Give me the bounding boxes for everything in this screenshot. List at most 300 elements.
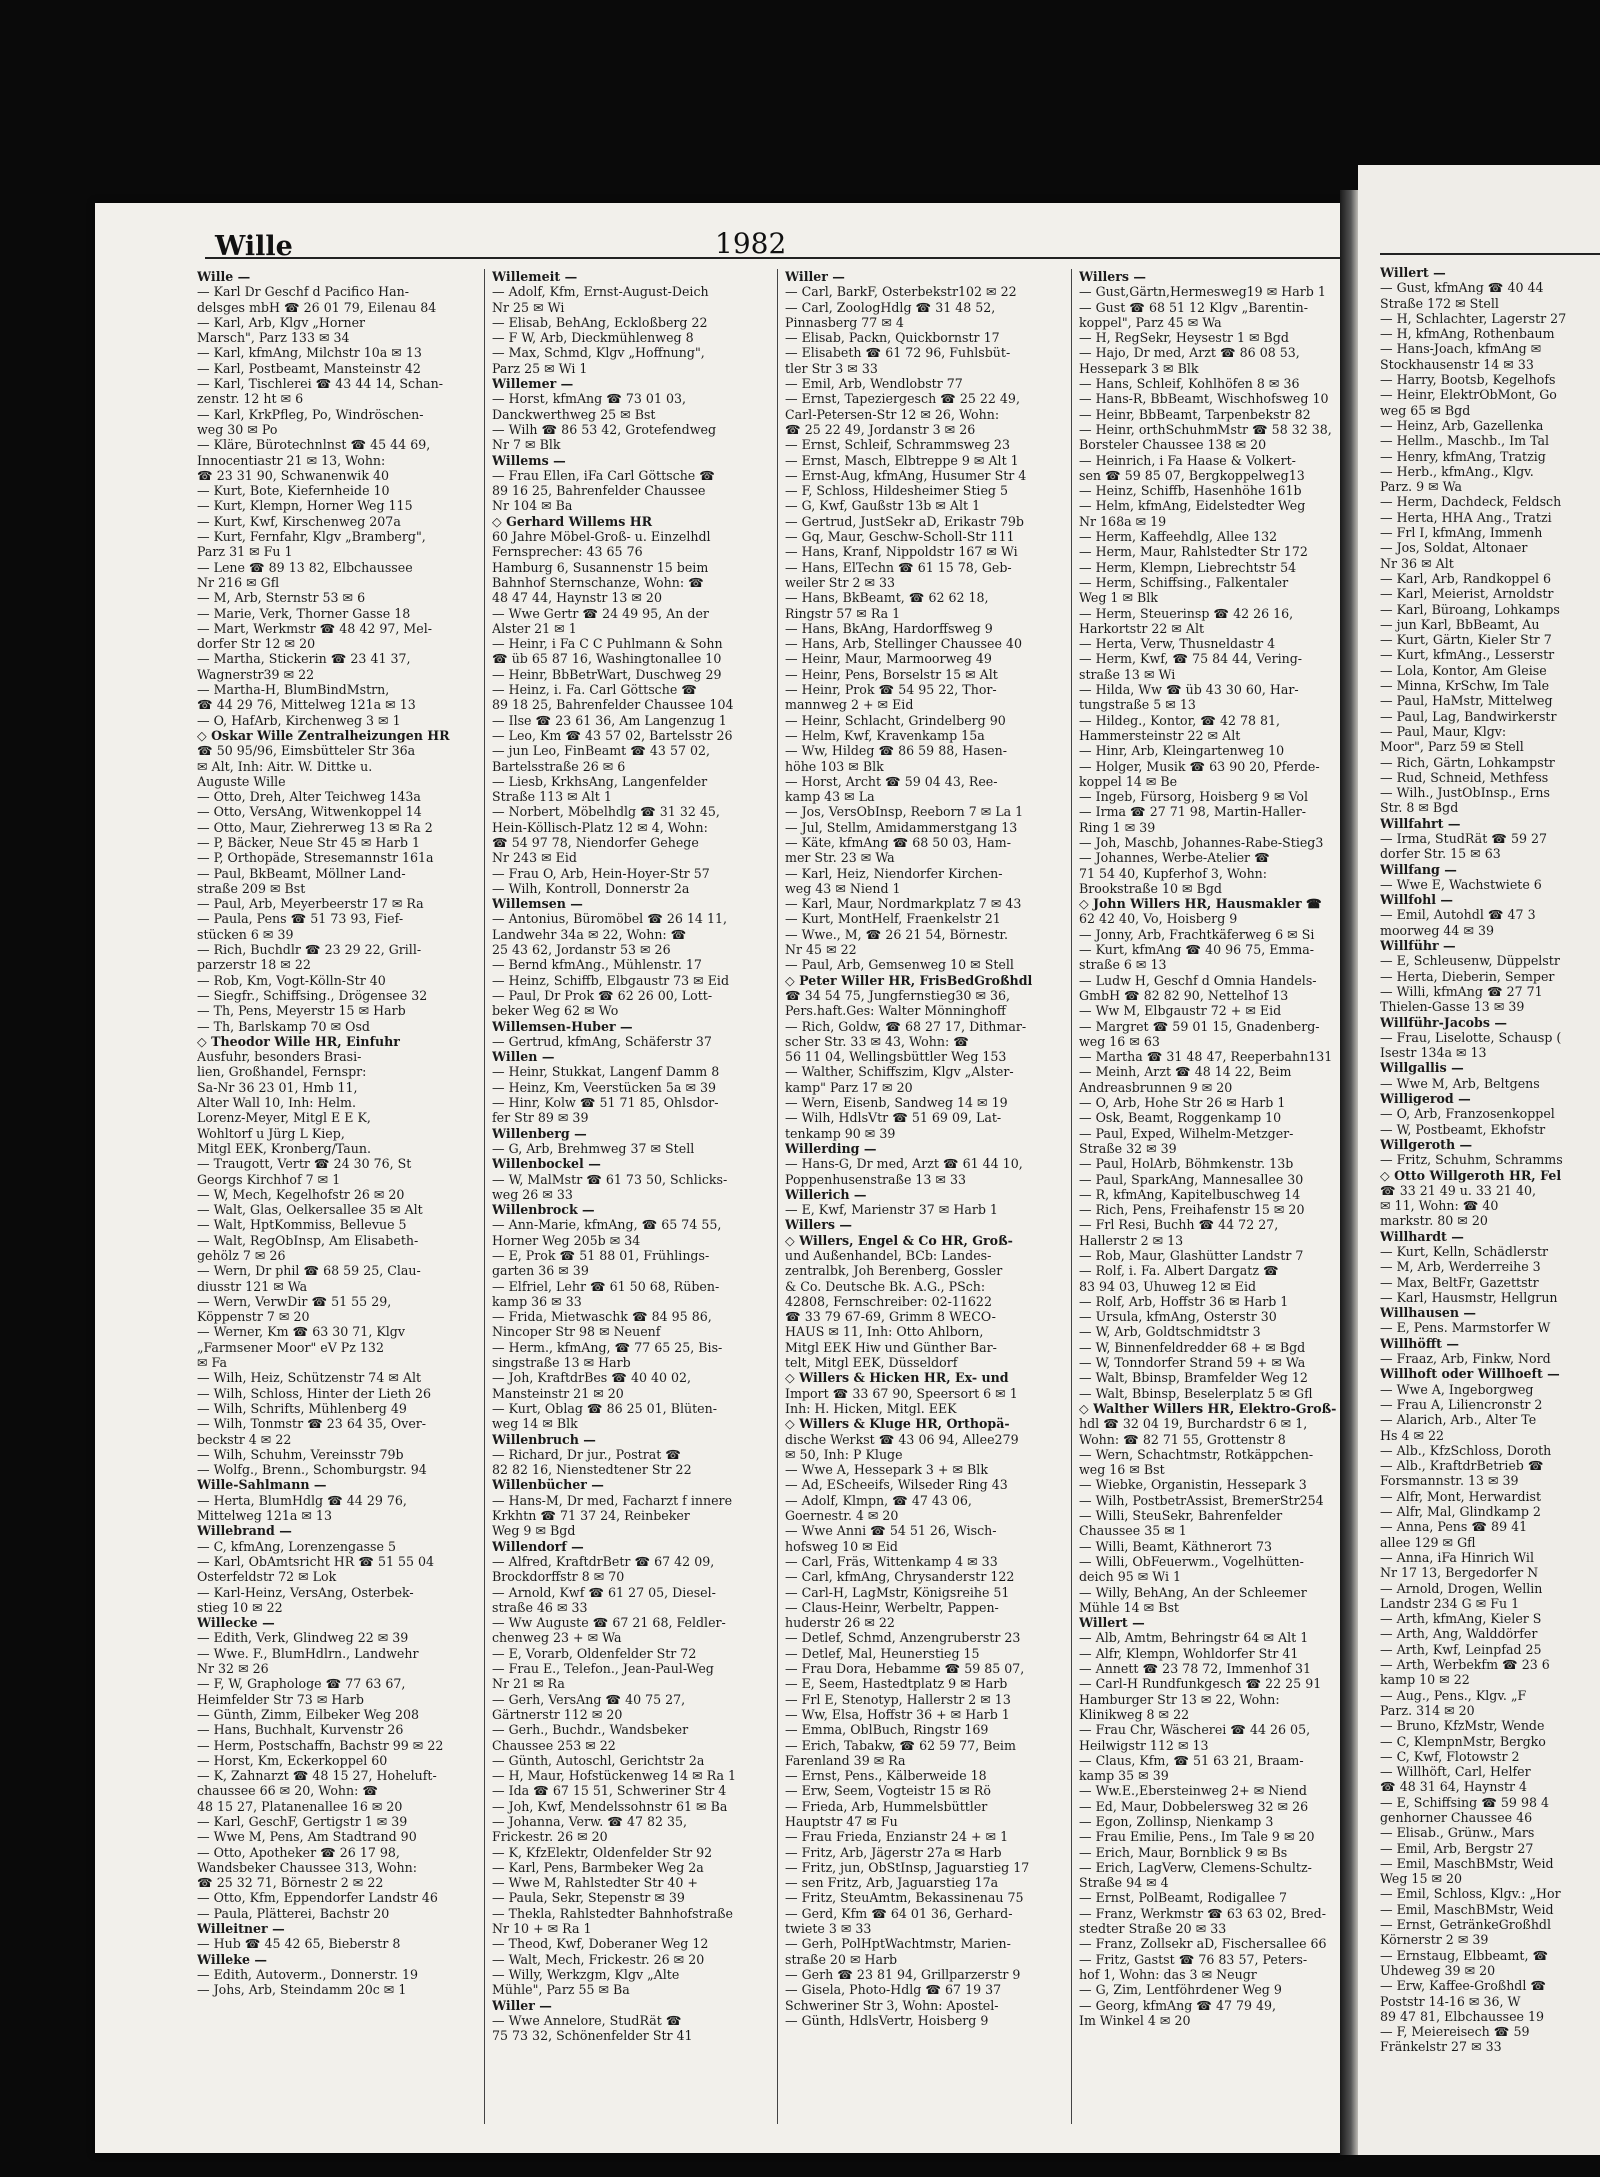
directory-entry-line: — Osk, Beamt, Roggenkamp 10: [1079, 1110, 1282, 1126]
directory-entry-line: — Arth, Ang, Walddörfer: [1380, 1626, 1538, 1642]
directory-entry-line: — Hellm., Maschb., Im Tal: [1380, 433, 1550, 449]
directory-entry-line: — Rob, Maur, Glashütter Landstr 7: [1079, 1248, 1304, 1263]
directory-entry-line: — jun Leo, FinBeamt ☎ 43 57 02,: [492, 743, 711, 759]
directory-entry-line: stieg 10 ✉ 22: [197, 1599, 283, 1615]
directory-entry-line: ☎ 44 29 76, Mittelweg 121a ✉ 13: [197, 697, 416, 713]
directory-entry-line: — Heinr, Prok ☎ 54 95 22, Thor-: [785, 682, 997, 698]
directory-entry-line: Pinnasberg 77 ✉ 4: [785, 314, 904, 330]
directory-entry-line: — Paul, SparkAng, Mannesallee 30: [1079, 1171, 1304, 1187]
directory-entry-line: — Mart, Werkmstr ☎ 48 42 97, Mel-: [197, 620, 433, 636]
directory-entry-line: — Heinz, Schiffb, Hasenhöhe 161b: [1079, 483, 1302, 499]
directory-entry-line: Willeke —: [197, 1951, 268, 1967]
directory-entry-line: straße 46 ✉ 33: [492, 1599, 588, 1615]
directory-entry-line: — Ad, EScheeifs, Wilseder Ring 43: [785, 1477, 1008, 1493]
directory-entry-line: GmbH ☎ 82 82 90, Nettelhof 13: [1079, 987, 1289, 1003]
directory-entry-line: — Wilh, Schloss, Hinter der Lieth 26: [197, 1385, 432, 1401]
directory-entry-line: — Hilda, Ww ☎ üb 43 30 60, Har-: [1079, 682, 1299, 698]
directory-entry-line: — Emma, OblBuch, Ringstr 169: [785, 1722, 989, 1738]
directory-entry-line: tenkamp 90 ✉ 39: [785, 1125, 896, 1141]
directory-entry-line: — Heinr, Stukkat, Langenf Damm 8: [492, 1064, 720, 1080]
directory-entry-line: — Gust, kfmAng ☎ 40 44: [1380, 280, 1544, 296]
directory-entry-line: höhe 103 ✉ Blk: [785, 758, 884, 774]
directory-entry-line: hofsweg 10 ✉ Eid: [785, 1538, 898, 1554]
directory-entry-line: — Wilh, Heiz, Schützenstr 74 ✉ Alt: [197, 1370, 422, 1386]
directory-entry-line: — Rob, Km, Vogt-Kölln-Str 40: [197, 972, 386, 988]
directory-entry-line: Willfang —: [1380, 861, 1457, 877]
directory-entry-line: — Walt, Bbinsp, Beselerplatz 5 ✉ Gfl: [1079, 1385, 1313, 1401]
directory-entry-line: Willendorf —: [492, 1538, 584, 1554]
directory-entry-line: — Franz, Zollsekr aD, Fischersallee 66: [1079, 1936, 1327, 1952]
directory-entry-line: ◇ Theodor Wille HR, Einfuhr: [197, 1033, 400, 1049]
directory-entry-line: Nr 17 13, Bergedorfer N: [1380, 1565, 1539, 1581]
directory-entry-line: — Wiebke, Organistin, Hessepark 3: [1079, 1477, 1307, 1493]
directory-entry-line: weg 30 ✉ Po: [197, 421, 278, 437]
directory-entry-line: — Edith, Autoverm., Donnerstr. 19: [197, 1966, 419, 1982]
directory-entry-line: lien, Großhandel, Fernspr:: [197, 1064, 367, 1080]
directory-entry-line: — Paula, Pens ☎ 51 73 93, Fief-: [197, 911, 404, 927]
directory-entry-line: — Bernd kfmAng., Mühlenstr. 17: [492, 957, 702, 973]
directory-entry-line: — Herta, HHA Ang., Tratzi: [1380, 509, 1552, 525]
directory-entry-line: Poststr 14-16 ✉ 36, W: [1380, 1993, 1521, 2009]
directory-entry-line: delsges mbH ☎ 26 01 79, Eilenau 84: [197, 299, 437, 315]
directory-entry-line: stedter Straße 20 ✉ 33: [1079, 1921, 1227, 1937]
directory-entry-line: — Ww.E.,Ebersteinweg 2+ ✉ Niend: [1079, 1783, 1307, 1799]
directory-entry-line: — W, Tonndorfer Strand 59 + ✉ Wa: [1079, 1355, 1306, 1371]
directory-entry-line: — Franz, Werkmstr ☎ 63 63 02, Bred-: [1079, 1905, 1326, 1921]
directory-entry-line: Uhdeweg 39 ✉ 20: [1380, 1962, 1496, 1978]
directory-entry-line: — Hub ☎ 45 42 65, Bieberstr 8: [197, 1936, 401, 1952]
directory-entry-line: fer Str 89 ✉ 39: [492, 1110, 589, 1126]
directory-entry-line: — Ida ☎ 67 15 51, Schweriner Str 4: [492, 1783, 727, 1799]
directory-entry-line: Nincoper Str 98 ✉ Neuenf: [492, 1324, 661, 1340]
directory-entry-line: Nr 36 ✉ Alt: [1380, 555, 1454, 571]
directory-entry-line: Willemsen-Huber —: [492, 1018, 633, 1034]
directory-entry-line: — Frau A, Liliencronstr 2: [1380, 1396, 1543, 1412]
directory-entry-line: 42808, Fernschreiber: 02-11622: [785, 1293, 992, 1309]
directory-entry-line: — K, KfzElektr, Oldenfelder Str 92: [492, 1844, 713, 1860]
directory-entry-line: Nr 168a ✉ 19: [1079, 513, 1167, 529]
directory-entry-line: — Günth, Autoschl, Gerichtstr 2a: [492, 1752, 705, 1768]
directory-entry-line: und Außenhandel, BCb: Landes-: [785, 1248, 992, 1263]
directory-entry-line: — Wern, VerwDir ☎ 51 55 29,: [197, 1293, 392, 1309]
directory-entry-line: — Wwe A, Hessepark 3 + ✉ Blk: [785, 1462, 988, 1478]
next-page-column: [1380, 265, 1600, 2055]
directory-entry-line: — Harry, Bootsb, Kegelhofs: [1380, 372, 1556, 388]
directory-entry-line: Georgs Kirchhof 7 ✉ 1: [197, 1171, 341, 1187]
directory-entry-line: — Karl, Arb, Randkoppel 6: [1380, 570, 1552, 586]
directory-entry-line: — Fritz, jun, ObStInsp, Jaguarstieg 17: [785, 1859, 1030, 1875]
directory-entry-line: — Emil, Arb, Wendlobstr 77: [785, 376, 963, 392]
directory-entry-line: singstraße 13 ✉ Harb: [492, 1355, 631, 1371]
directory-entry-line: 75 73 32, Schönenfelder Str 41: [492, 2028, 693, 2044]
directory-entry-line: — Rich, Goldw, ☎ 68 27 17, Dithmar-: [785, 1018, 1027, 1034]
directory-entry-line: — Kurt, Fernfahr, Klgv „Bramberg",: [197, 529, 426, 545]
directory-entry-line: — O, HafArb, Kirchenweg 3 ✉ 1: [197, 712, 401, 728]
directory-entry-line: — Alb, Amtm, Behringstr 64 ✉ Alt 1: [1079, 1630, 1309, 1646]
directory-entry-line: Willführ-Jacobs —: [1380, 1014, 1507, 1030]
directory-entry-line: diusstr 121 ✉ Wa: [197, 1278, 308, 1294]
directory-entry-line: — Thekla, Rahlstedter Bahnhofstraße: [492, 1905, 733, 1921]
directory-entry-line: 48 47 44, Haynstr 13 ✉ 20: [492, 590, 662, 606]
directory-entry-line: Moor", Parz 59 ✉ Stell: [1380, 739, 1524, 755]
directory-entry-line: — Heinr, BbBeamt, Tarpenbekstr 82: [1079, 406, 1311, 422]
directory-entry-line: Farenland 39 ✉ Ra: [785, 1752, 906, 1768]
directory-entry-line: — Wwe M, Arb, Beltgens: [1380, 1075, 1540, 1091]
directory-entry-line: — Erich, LagVerw, Clemens-Schultz-: [1079, 1859, 1312, 1875]
directory-entry-line: — Alfr, Mal, Glindkamp 2: [1380, 1504, 1541, 1520]
directory-entry-line: 25 43 62, Jordanstr 53 ✉ 26: [492, 942, 671, 958]
directory-entry-line: ◇ Willers & Kluge HR, Orthopä-: [785, 1416, 1010, 1432]
directory-entry-line: Isestr 134a ✉ 13: [1380, 1045, 1487, 1061]
directory-entry-line: — Paul, HolArb, Böhmkenstr. 13b: [1079, 1156, 1294, 1172]
directory-entry-line: ✉ Fa: [197, 1355, 227, 1371]
directory-entry-line: — Emil, Autohdl ☎ 47 3: [1380, 907, 1536, 923]
directory-entry-line: — Erich, Maur, Bornblick 9 ✉ Bs: [1079, 1844, 1288, 1860]
directory-entry-line: Wandsbeker Chaussee 313, Wohn:: [197, 1859, 417, 1875]
directory-entry-line: — Wwe E, Wachstwiete 6: [1380, 876, 1542, 892]
directory-entry-line: Bahnhof Sternschanze, Wohn: ☎: [492, 574, 704, 590]
directory-entry-line: — Gertrud, JustSekr aD, Erikastr 79b: [785, 513, 1024, 529]
directory-entry-line: — Hans-Joach, kfmAng ✉: [1380, 341, 1542, 357]
directory-entry-line: — Horst, kfmAng ☎ 73 01 03,: [492, 391, 686, 407]
directory-entry-line: — Kurt, kfmAng ☎ 40 96 75, Emma-: [1079, 942, 1315, 958]
directory-entry-line: — Frau Dora, Hebamme ☎ 59 85 07,: [785, 1661, 1025, 1677]
directory-entry-line: — Walt, Mech, Frickestr. 26 ✉ 20: [492, 1951, 705, 1967]
directory-entry-line: Landstr 234 G ✉ Fu 1: [1380, 1595, 1520, 1611]
directory-entry-line: Chaussee 253 ✉ 22: [492, 1737, 616, 1753]
directory-entry-line: — Ernst, Schleif, Schrammsweg 23: [785, 437, 1010, 453]
directory-entry-line: — Frau Ellen, iFa Carl Göttsche ☎: [492, 467, 715, 483]
directory-entry-line: — Herta, Dieberin, Semper: [1380, 968, 1555, 984]
directory-entry-line: Schweriner Str 3, Wohn: Apostel-: [785, 1997, 999, 2013]
directory-entry-line: — Hans, Kranf, Nippoldstr 167 ✉ Wi: [785, 544, 1018, 560]
directory-entry-line: — Rich, Pens, Freihafenstr 15 ✉ 20: [1079, 1202, 1305, 1218]
directory-entry-line: parzerstr 18 ✉ 22: [197, 957, 311, 973]
directory-entry-line: — Detlef, Mal, Heunerstieg 15: [785, 1645, 980, 1661]
directory-entry-line: Str. 8 ✉ Bgd: [1380, 800, 1459, 816]
directory-entry-line: — Helm, Kwf, Kravenkamp 15a: [785, 727, 985, 743]
directory-entry-line: — Hans-M, Dr med, Facharzt f innere: [492, 1492, 733, 1508]
directory-entry-line: — Wern, Dr phil ☎ 68 59 25, Clau-: [197, 1263, 421, 1279]
directory-entry-line: — Kurt, Kwf, Kirschenweg 207a: [197, 513, 401, 529]
directory-entry-line: Auguste Wille: [197, 773, 286, 789]
directory-entry-line: — Elisabeth ☎ 61 72 96, Fuhlsbüt-: [785, 345, 1011, 361]
directory-entry-line: — Alarich, Arb., Alter Te: [1380, 1412, 1537, 1428]
directory-entry-line: scher Str. 33 ✉ 43, Wohn: ☎: [785, 1033, 969, 1049]
directory-entry-line: — Ann-Marie, kfmAng, ☎ 65 74 55,: [492, 1217, 722, 1233]
directory-entry-line: Wille-Sahlmann —: [197, 1477, 327, 1493]
directory-entry-line: hof 1, Wohn: das 3 ✉ Neugr: [1079, 1966, 1257, 1982]
directory-entry-line: — Paula, Plätterei, Bachstr 20: [197, 1905, 390, 1921]
directory-entry-line: Wohltorf u Jürg L Kiep,: [197, 1125, 345, 1141]
directory-entry-line: Bartelsstraße 26 ✉ 6: [492, 758, 626, 774]
directory-entry-line: Ringstr 57 ✉ Ra 1: [785, 605, 901, 621]
directory-entry-line: Willhardt —: [1380, 1228, 1464, 1244]
directory-entry-line: — Werner, Km ☎ 63 30 71, Klgv: [197, 1324, 405, 1340]
directory-entry-line: Pers.haft.Ges: Walter Mönninghoff: [785, 1003, 1006, 1019]
directory-entry-line: chaussee 66 ✉ 20, Wohn: ☎: [197, 1783, 379, 1799]
directory-entry-line: — Willhöft, Carl, Helfer: [1380, 1764, 1531, 1780]
directory-entry-line: — Otto, Kfm, Eppendorfer Landstr 46: [197, 1890, 438, 1906]
directory-entry-line: straße 20 ✉ Harb: [785, 1951, 898, 1967]
directory-entry-line: — Karl, KrkPfleg, Po, Windröschen-: [197, 406, 424, 422]
directory-entry-line: Mitgl EEK, Kronberg/Taun.: [197, 1140, 371, 1156]
directory-entry-line: — Carl, Fräs, Wittenkamp 4 ✉ 33: [785, 1553, 998, 1569]
directory-entry-line: 48 15 27, Platanenallee 16 ✉ 20: [197, 1798, 403, 1814]
directory-entry-line: — M, Arb, Sternstr 53 ✉ 6: [197, 590, 366, 606]
directory-entry-line: — Emil, Schloss, Klgv.: „Hor: [1380, 1886, 1561, 1902]
directory-entry-line: — Frieda, Arb, Hummelsbüttler: [785, 1798, 988, 1814]
directory-entry-line: — Wwe Annelore, StudRät ☎: [492, 2012, 682, 2028]
directory-entry-line: — Hildeg., Kontor, ☎ 42 78 81,: [1079, 712, 1281, 728]
directory-entry-line: — Hans, BkAng, Hardorffsweg 9: [785, 620, 993, 636]
directory-entry-line: Willecke —: [197, 1615, 275, 1631]
directory-entry-line: — Jos, VersObInsp, Reeborn 7 ✉ La 1: [785, 804, 1024, 820]
directory-entry-line: — Heinr, ElektrObMont, Go: [1380, 387, 1557, 403]
directory-entry-line: Nr 10 + ✉ Ra 1: [492, 1921, 592, 1937]
directory-entry-line: — Alfred, KraftdrBetr ☎ 67 42 09,: [492, 1553, 715, 1569]
directory-entry-line: — Wilh, PostbetrAssist, BremerStr254: [1079, 1492, 1324, 1508]
directory-entry-line: — Herm, Dachdeck, Feldsch: [1380, 494, 1562, 510]
directory-entry-line: — Fritz, Schuhm, Schramms: [1380, 1152, 1563, 1168]
directory-entry-line: — Siegfr., Schiffsing., Drögensee 32: [197, 987, 428, 1003]
directory-entry-line: genhorner Chaussee 46: [1380, 1809, 1533, 1825]
directory-entry-line: — Carl-H, LagMstr, Königsreihe 51: [785, 1584, 1010, 1600]
directory-entry-line: — Frau Chr, Wäscherei ☎ 44 26 05,: [1079, 1722, 1311, 1738]
directory-entry-line: — Holger, Musik ☎ 63 90 20, Pferde-: [1079, 758, 1320, 774]
directory-entry-line: garten 36 ✉ 39: [492, 1263, 589, 1279]
directory-entry-line: — Paul, Exped, Wilhelm-Metzger-: [1079, 1125, 1294, 1141]
directory-entry-line: — Wolfg., Brenn., Schomburgstr. 94: [197, 1462, 427, 1478]
directory-entry-line: — Herm, Klempn, Liebrechtstr 54: [1079, 559, 1297, 575]
directory-entry-line: — Egon, Zollinsp, Nienkamp 3: [1079, 1813, 1274, 1829]
directory-entry-line: Nr 21 ✉ Ra: [492, 1676, 565, 1692]
directory-entry-line: Parz 25 ✉ Wi 1: [492, 360, 588, 376]
directory-entry-line: — Kurt, Klempn, Horner Weg 115: [197, 498, 413, 514]
directory-entry-line: — Herm, Kwf, ☎ 75 84 44, Vering-: [1079, 651, 1303, 667]
directory-entry-line: Mühle 14 ✉ Bst: [1079, 1599, 1179, 1615]
directory-entry-line: — O, Arb, Hohe Str 26 ✉ Harb 1: [1079, 1095, 1286, 1111]
directory-entry-line: — Norbert, Möbelhdlg ☎ 31 32 45,: [492, 804, 720, 820]
directory-entry-line: Innocentiastr 21 ✉ 13, Wohn:: [197, 452, 386, 468]
directory-entry-line: — Fritz, Arb, Jägerstr 27a ✉ Harb: [785, 1844, 1002, 1860]
directory-entry-line: — F, Meiereisech ☎ 59: [1380, 2024, 1530, 2040]
directory-entry-line: — Otto, Maur, Ziehrerweg 13 ✉ Ra 2: [197, 819, 433, 835]
directory-entry-line: Mitgl EEK Hiw und Günther Bar-: [785, 1339, 997, 1355]
directory-entry-line: — Frau Emilie, Pens., Im Tale 9 ✉ 20: [1079, 1829, 1315, 1845]
directory-entry-line: ◇ Gerhard Willems HR: [492, 513, 653, 529]
directory-entry-line: — Otto, Dreh, Alter Teichweg 143a: [197, 789, 421, 805]
directory-entry-line: ✉ Alt, Inh: Aitr. W. Dittke u.: [197, 758, 373, 774]
directory-entry-line: — Antonius, Büromöbel ☎ 26 14 11,: [492, 911, 727, 927]
directory-entry-line: — Jos, Soldat, Altonaer: [1380, 540, 1528, 556]
directory-entry-line: straße 209 ✉ Bst: [197, 880, 306, 896]
directory-entry-line: ☎ 25 32 71, Börnestr 2 ✉ 22: [197, 1875, 384, 1891]
directory-entry-line: Inh: H. Hicken, Mitgl. EEK: [785, 1400, 957, 1416]
directory-entry-line: HAUS ✉ 11, Inh: Otto Ahlborn,: [785, 1324, 984, 1340]
directory-entry-line: ☎ 48 31 64, Haynstr 4: [1380, 1779, 1528, 1795]
directory-entry-line: — Paul, Maur, Klgv:: [1380, 723, 1507, 739]
directory-entry-line: Willerding —: [785, 1140, 877, 1156]
directory-entry-line: & Co. Deutsche Bk. A.G., PSch:: [785, 1278, 986, 1294]
directory-entry-line: — E, Schleusenw, Düppelstr: [1380, 953, 1560, 969]
directory-entry-line: — Gisela, Photo-Hdlg ☎ 67 19 37: [785, 1982, 1002, 1998]
directory-entry-line: — Otto, Apotheker ☎ 26 17 98,: [197, 1844, 400, 1860]
directory-entry-line: gehölz 7 ✉ 26: [197, 1248, 286, 1263]
directory-entry-line: — E, Pens. Marmstorfer W: [1380, 1320, 1551, 1336]
directory-entry-line: — Ed, Maur, Dobbelersweg 32 ✉ 26: [1079, 1798, 1309, 1814]
directory-entry-line: — Wilh., JustObInsp., Erns: [1380, 785, 1550, 801]
directory-entry-line: Willer —: [492, 1997, 552, 2013]
directory-entry-line: — Fritz, SteuAmtm, Bekassinenau 75: [785, 1890, 1024, 1906]
directory-entry-line: — Paul, HaMstr, Mittelweg: [1380, 693, 1553, 709]
directory-entry-line: Andreasbrunnen 9 ✉ 20: [1079, 1079, 1233, 1095]
directory-entry-line: — W, Mech, Kegelhofstr 26 ✉ 20: [197, 1186, 405, 1202]
directory-entry-line: Hauptstr 47 ✉ Fu: [785, 1813, 898, 1829]
directory-page: [95, 203, 1340, 2153]
directory-entry-line: — Ernst, Masch, Elbtreppe 9 ✉ Alt 1: [785, 452, 1019, 468]
directory-entry-line: — Paul, BkBeamt, Möllner Land-: [197, 865, 406, 881]
directory-entry-line: — E, Prok ☎ 51 88 01, Frühlings-: [492, 1248, 710, 1263]
directory-entry-line: — Aug., Pens., Klgv. „F: [1380, 1687, 1527, 1703]
directory-entry-line: — Willi, kfmAng ☎ 27 71: [1380, 983, 1543, 999]
directory-entry-line: Willemeit —: [492, 269, 578, 284]
directory-entry-line: weg 43 ✉ Niend 1: [785, 880, 901, 896]
directory-entry-line: — Ernst, Pens., Kälberweide 18: [785, 1768, 987, 1784]
directory-entry-line: chenweg 23 + ✉ Wa: [492, 1630, 622, 1646]
directory-entry-line: — Karl, kfmAng, Milchstr 10a ✉ 13: [197, 345, 422, 361]
directory-entry-line: — Alfr, Klempn, Wohldorfer Str 41: [1079, 1645, 1299, 1661]
directory-entry-line: — Rud, Schneid, Methfess: [1380, 769, 1549, 785]
directory-entry-line: — Emil, MaschBMstr, Weid: [1380, 1901, 1554, 1917]
directory-entry-line: Willen —: [492, 1049, 555, 1065]
directory-entry-line: huderstr 26 ✉ 22: [785, 1615, 895, 1631]
directory-entry-line: — Frau E., Telefon., Jean-Paul-Weg: [492, 1661, 714, 1677]
directory-entry-line: Parz 31 ✉ Fu 1: [197, 544, 293, 560]
directory-entry-line: Klinikweg 8 ✉ 22: [1079, 1706, 1190, 1722]
directory-entry-line: Willemsen —: [492, 896, 583, 912]
directory-entry-line: Hallerstr 2 ✉ 13: [1079, 1232, 1184, 1248]
directory-entry-line: — Alb., KraftdrBetrieb ☎: [1380, 1458, 1544, 1474]
directory-entry-line: — Elfriel, Lehr ☎ 61 50 68, Rüben-: [492, 1278, 720, 1294]
directory-entry-line: Forsmannstr. 13 ✉ 39: [1380, 1473, 1519, 1489]
directory-entry-line: — Ernst, GetränkeGroßhdl: [1380, 1917, 1552, 1933]
directory-entry-line: — Erw, Kaffee-Großhdl ☎: [1380, 1978, 1547, 1994]
directory-entry-line: Gärtnerstr 112 ✉ 20: [492, 1706, 623, 1722]
directory-entry-line: Köppenstr 7 ✉ 20: [197, 1309, 310, 1325]
directory-entry-line: — Gerd, Kfm ☎ 64 01 36, Gerhard-: [785, 1905, 1013, 1921]
directory-entry-line: kamp 36 ✉ 33: [492, 1293, 582, 1309]
directory-entry-line: — Rolf, i. Fa. Albert Dargatz ☎: [1079, 1263, 1279, 1279]
directory-entry-line: — Ludw H, Geschf d Omnia Handels-: [1079, 972, 1317, 988]
directory-entry-line: — Kurt, Oblag ☎ 86 25 01, Blüten-: [492, 1400, 717, 1416]
directory-entry-line: weg 65 ✉ Bgd: [1380, 402, 1471, 418]
directory-entry-line: — Adolf, Klmpn, ☎ 47 43 06,: [785, 1492, 972, 1508]
directory-entry-line: ◇ Peter Willer HR, FrisBedGroßhdl: [785, 972, 1033, 988]
directory-entry-line: — C, KlempnMstr, Bergko: [1380, 1733, 1546, 1749]
directory-entry-line: dorfer Str 12 ✉ 20: [197, 636, 316, 652]
directory-entry-line: Willers —: [1079, 269, 1146, 284]
directory-entry-line: — Frl E, Stenotyp, Hallerstr 2 ✉ 13: [785, 1691, 1011, 1707]
directory-entry-line: Willhausen —: [1380, 1305, 1476, 1321]
directory-entry-line: ☎ üb 65 87 16, Washingtonallee 10: [492, 651, 722, 667]
directory-entry-line: — W, Arb, Goldtschmidtstr 3: [1079, 1324, 1261, 1340]
directory-entry-line: — Günth, Zimm, Eilbeker Weg 208: [197, 1706, 420, 1722]
directory-entry-line: „Farmsener Moor" eV Pz 132: [197, 1339, 384, 1355]
directory-entry-line: — Frau O, Arb, Hein-Hoyer-Str 57: [492, 865, 710, 881]
directory-entry-line: — Wilh, Schrifts, Mühlenberg 49: [197, 1400, 407, 1416]
directory-entry-line: — Fraaz, Arb, Finkw, Nord: [1380, 1351, 1551, 1367]
directory-entry-line: 56 11 04, Wellingsbüttler Weg 153: [785, 1049, 1007, 1065]
directory-entry-line: — Jonny, Arb, Frachtkäferweg 6 ✉ Si: [1079, 926, 1315, 942]
directory-entry-line: — Elisab, BehAng, Eckloßberg 22: [492, 314, 708, 330]
directory-entry-line: — Wwe. F., BlumHdlrn., Landwehr: [197, 1645, 419, 1661]
directory-entry-line: Willigerod —: [1380, 1091, 1471, 1107]
directory-entry-line: Willer —: [785, 269, 845, 284]
directory-entry-line: — Lene ☎ 89 13 82, Elbchaussee: [197, 559, 413, 575]
directory-entry-line: Hamburg 6, Susannenstr 15 beim: [492, 559, 709, 575]
directory-entry-line: — P, Orthopäde, Stresemannstr 161a: [197, 850, 434, 866]
directory-entry-line: — Martha-H, BlumBindMstrn,: [197, 682, 390, 698]
directory-entry-line: — Walt, Bbinsp, Bramfelder Weg 12: [1079, 1370, 1308, 1386]
column-separator: [484, 269, 485, 2124]
directory-entry-line: — Hans, Schleif, Kohlhöfen 8 ✉ 36: [1079, 376, 1300, 392]
directory-entry-line: Lorenz-Meyer, Mitgl E E K,: [197, 1110, 371, 1126]
directory-entry-line: — Wwe M, Rahlstedter Str 40 +: [492, 1875, 698, 1891]
directory-entry-line: — Rich, Gärtn, Lohkampstr: [1380, 754, 1555, 770]
directory-entry-line: — Carl, BarkF, Osterbekstr102 ✉ 22: [785, 284, 1017, 300]
directory-entry-line: ☎ 25 22 49, Jordanstr 3 ✉ 26: [785, 421, 976, 437]
directory-entry-line: — Heinz, Schiffb, Elbgaustr 73 ✉ Eid: [492, 972, 730, 988]
directory-entry-line: markstr. 80 ✉ 20: [1380, 1213, 1488, 1229]
directory-entry-line: beker Weg 62 ✉ Wo: [492, 1003, 619, 1019]
directory-entry-line: — Irma, StudRät ☎ 59 27: [1380, 830, 1547, 846]
directory-entry-line: — Wern, Schachtmstr, Rotkäppchen-: [1079, 1446, 1314, 1462]
directory-entry-line: — Hinr, Kolw ☎ 51 71 85, Ohlsdor-: [492, 1095, 719, 1111]
directory-entry-line: — Ww, Hildeg ☎ 86 59 88, Hasen-: [785, 743, 1008, 759]
directory-entry-line: Körnerstr 2 ✉ 39: [1380, 1932, 1489, 1948]
header-rule: [205, 257, 1395, 259]
directory-entry-line: — Paul, Arb, Meyerbeerstr 17 ✉ Ra: [197, 896, 424, 912]
directory-entry-line: — Hans-G, Dr med, Arzt ☎ 61 44 10,: [785, 1156, 1023, 1172]
column-2: [492, 269, 770, 2043]
directory-entry-line: Willfohl —: [1380, 892, 1454, 908]
directory-entry-line: Willemer —: [492, 376, 574, 392]
directory-entry-line: — H, Maur, Hofstückenweg 14 ✉ Ra 1: [492, 1768, 737, 1784]
directory-entry-line: — Minna, KrSchw, Im Tale: [1380, 678, 1550, 694]
directory-entry-line: Fränkelstr 27 ✉ 33: [1380, 2039, 1502, 2055]
directory-entry-line: ◇ Willers & Hicken HR, Ex- und: [785, 1370, 1009, 1386]
directory-entry-line: Willenbockel —: [492, 1156, 601, 1172]
directory-entry-line: Poppenhusenstraße 13 ✉ 33: [785, 1171, 967, 1187]
directory-entry-line: kamp 10 ✉ 22: [1380, 1672, 1470, 1688]
directory-entry-line: — Ernst-Aug, kfmAng, Husumer Str 4: [785, 467, 1027, 483]
directory-entry-line: — Arnold, Kwf ☎ 61 27 05, Diesel-: [492, 1584, 716, 1600]
directory-entry-line: — Hans, Arb, Stellinger Chaussee 40: [785, 636, 1022, 652]
directory-entry-line: — Carl, ZoologHdlg ☎ 31 48 52,: [785, 299, 996, 315]
directory-entry-line: — Wwe Gertr ☎ 24 49 95, An der: [492, 605, 709, 621]
directory-entry-line: — Wilh, HdlsVtr ☎ 51 69 09, Lat-: [785, 1110, 1002, 1126]
directory-entry-line: Hein-Köllisch-Platz 12 ✉ 4, Wohn:: [492, 819, 708, 835]
directory-entry-line: — H, RegSekr, Heysestr 1 ✉ Bgd: [1079, 330, 1289, 346]
directory-entry-line: ☎ 34 54 75, Jungfernstieg30 ✉ 36,: [785, 987, 1011, 1003]
column-separator: [777, 269, 778, 2124]
directory-entry-line: Willhöfft —: [1380, 1335, 1459, 1351]
directory-entry-line: — Gust ☎ 68 51 12 Klgv „Barentin-: [1079, 299, 1309, 315]
directory-entry-line: ◇ Oskar Wille Zentralheizungen HR: [197, 727, 450, 743]
directory-entry-line: — Heinr, Maur, Marmoorweg 49: [785, 651, 992, 667]
directory-entry-line: — Elisab., Grünw., Mars: [1380, 1825, 1535, 1841]
